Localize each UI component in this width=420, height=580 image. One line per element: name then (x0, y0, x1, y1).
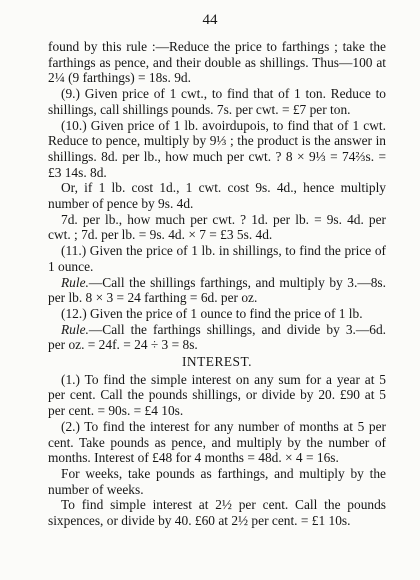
page-body (48, 39, 386, 529)
rule-paragraph (48, 275, 386, 306)
section-heading: INTEREST. (181, 354, 253, 370)
paragraph: (10.) Given price of 1 lb. avoirdupois, to find that of 1 cwt. Reduce to pence, multiply by 9⅓ ; the product is the answer in shillings. 8d. per lb., how much per cwt. ? 8 × 9⅓ = 74⅔s. = £3 14s. 8d. (48, 117, 386, 180)
rule-paragraph (48, 322, 386, 353)
paragraph: To find simple interest at 2½ per cent. Call the pounds sixpences, or divide by 40. £60 at 2½ per cent. = £1 10s. (48, 497, 386, 529)
rule-label: Rule. (61, 274, 89, 290)
paragraph: For weeks, take pounds as farthings, and multiply by the number of weeks. (48, 465, 386, 497)
rule-text: —Call the farthings shillings, and divide by 3.—6d. per oz. = 24f. = 24 ÷ 3 = 8s. (48, 321, 386, 353)
paragraph: found by this rule :—Reduce the price to farthings ; take the farthings as pence, and their double as shillings. Thus—100 at 2¼ (9 farthings) = 18s. 9d. (48, 39, 386, 86)
page-number: 44 (202, 12, 218, 28)
paragraph: Or, if 1 lb. cost 1d., 1 cwt. cost 9s. 4d., hence multiply number of pence by 9s. 4d. (48, 180, 386, 212)
paragraph: (12.) Given the price of 1 ounce to find the price of 1 lb. (61, 305, 363, 321)
paragraph: (9.) Given price of 1 cwt., to find that of 1 ton. Reduce to shillings, call shillings pounds. 7s. per cwt. = £7 per ton. (48, 86, 386, 117)
paragraph: (1.) To find the simple interest on any sum for a year at 5 per cent. Call the pounds shillings, or divide by 20. £90 at 5 per cent. = 90s. = £4 10s. (48, 371, 386, 419)
rule-text: —Call the shillings farthings, and multiply by 3.—8s. per lb. 8 × 3 = 24 farthing = 6d. per oz. (48, 274, 386, 306)
rule-label: Rule. (61, 321, 89, 337)
paragraph: (2.) To find the interest for any number of months at 5 per cent. Take pounds as pence, and multiply by the number of months. Interest of £48 for 4 months = 48d. × 4 = 16s. (48, 418, 386, 466)
paragraph: (11.) Given the price of 1 lb. in shillings, to find the price of 1 ounce. (48, 243, 386, 274)
paragraph: 7d. per lb., how much per cwt. ? 1d. per lb. = 9s. 4d. per cwt. ; 7d. per lb. = 9s. 4d. × 7 = £3 5s. 4d. (48, 211, 386, 243)
